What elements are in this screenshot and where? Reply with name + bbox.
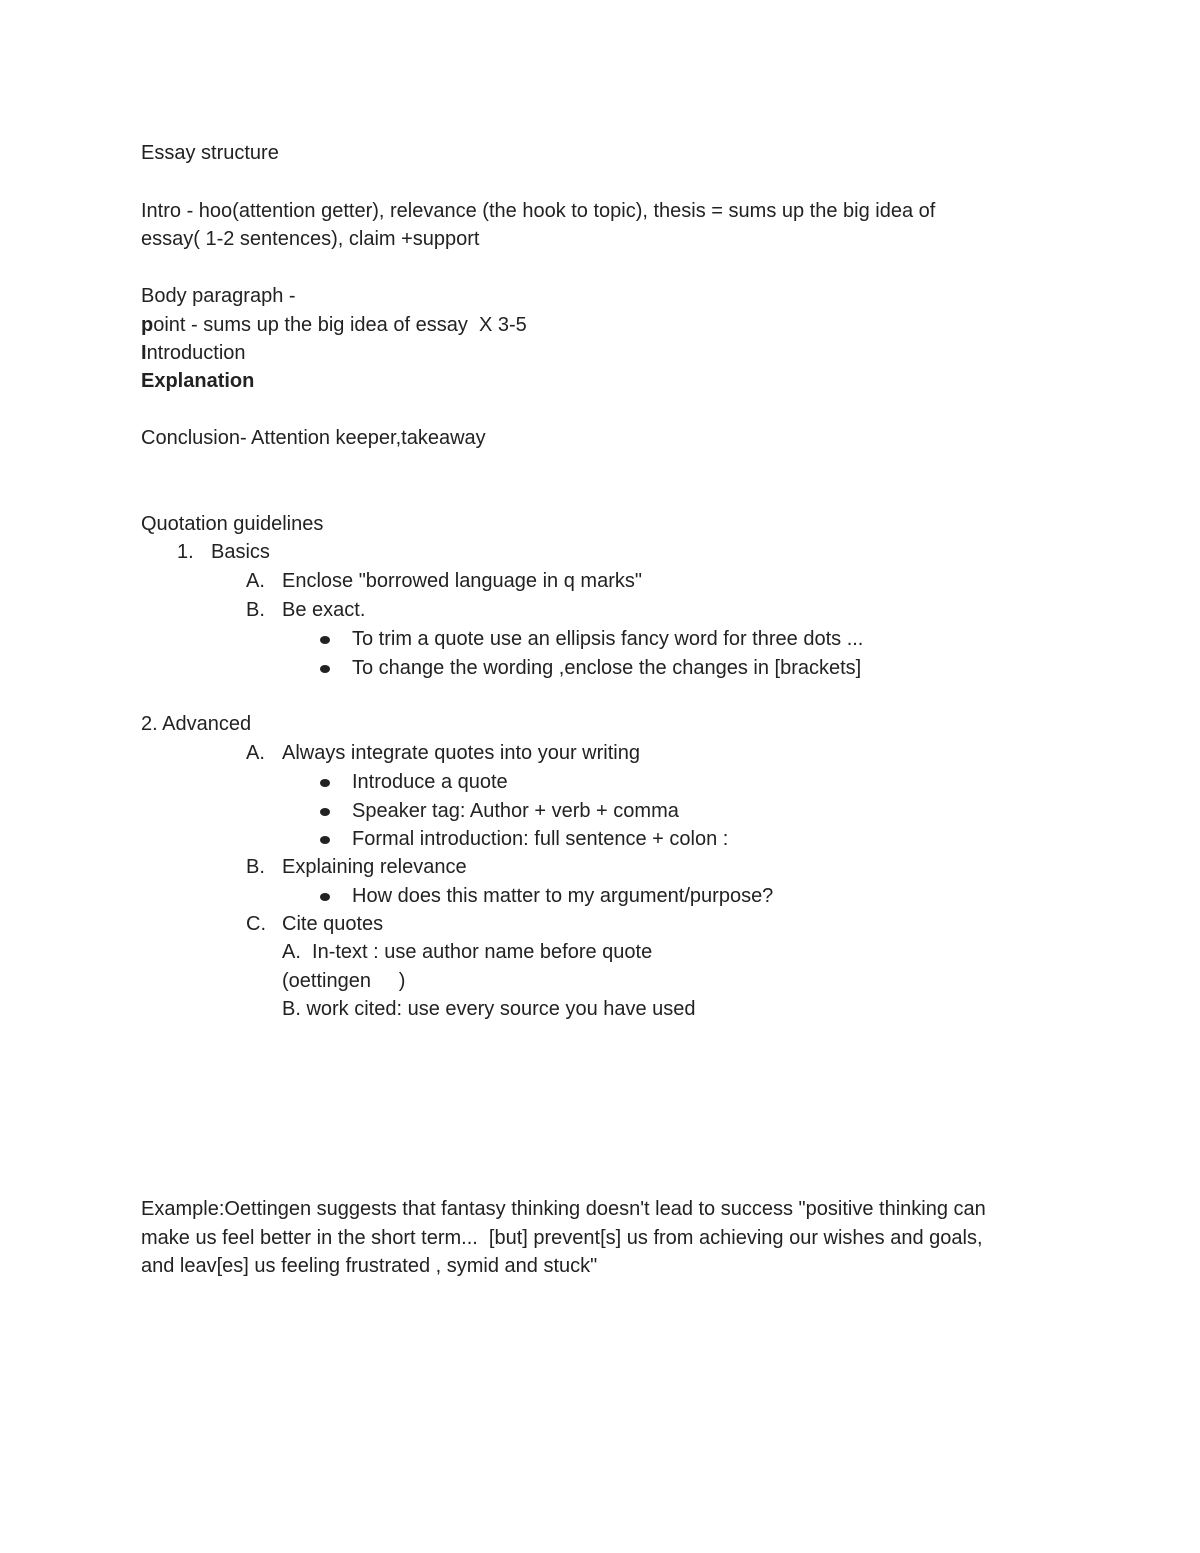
basics-b-bullet-1: To trim a quote use an ellipsis fancy word for three dots ... [352, 628, 864, 650]
point-initial: p [141, 314, 154, 336]
advanced-c-text: Cite quotes [282, 913, 384, 935]
cite-in-text: A. In-text : use author name before quote [282, 941, 653, 963]
quotation-heading: Quotation guidelines [141, 513, 324, 535]
bullet-icon [320, 808, 330, 816]
basics-a-text: Enclose "borrowed language in q marks" [282, 570, 642, 592]
basics-b-label: B. [246, 599, 265, 621]
intro-line-1: Intro - hoo(attention getter), relevance (the hook to topic), thesis = sums up the big idea of [141, 200, 936, 222]
explanation-line: Explanation [141, 370, 255, 392]
point-line [141, 311, 527, 339]
basics-number: 1. [177, 541, 194, 563]
basics-a-label: A. [246, 570, 265, 592]
advanced-a-bullet-2: Speaker tag: Author + verb + comma [352, 800, 679, 822]
body-paragraph-heading: Body paragraph - [141, 285, 296, 307]
advanced-a-label: A. [246, 742, 265, 764]
intro-line-2: essay( 1-2 sentences), claim +support [141, 228, 480, 250]
document-title: Essay structure [141, 142, 279, 164]
introduction-rest: ntroduction [146, 342, 246, 364]
cite-work-cited: B. work cited: use every source you have used [282, 998, 696, 1020]
basics-text: Basics [211, 541, 270, 563]
advanced-a-bullet-1: Introduce a quote [352, 771, 508, 793]
bullet-icon [320, 636, 330, 644]
advanced-a-text: Always integrate quotes into your writing [282, 742, 640, 764]
bullet-icon [320, 893, 330, 901]
advanced-b-label: B. [246, 856, 265, 878]
example-line-1: Example:Oettingen suggests that fantasy thinking doesn't lead to success "positive thinking can [141, 1198, 986, 1220]
advanced-b-bullet-1: How does this matter to my argument/purpose? [352, 885, 774, 907]
conclusion-line: Conclusion- Attention keeper,takeaway [141, 427, 486, 449]
advanced-c-label: C. [246, 913, 266, 935]
advanced-a-bullet-3: Formal introduction: full sentence + colon : [352, 828, 729, 850]
cite-oettingen: (oettingen ) [282, 970, 406, 992]
example-line-3: and leav[es] us feeling frustrated , symid and stuck" [141, 1255, 598, 1277]
bullet-icon [320, 779, 330, 787]
bullet-icon [320, 665, 330, 673]
example-line-2: make us feel better in the short term... [but] prevent[s] us from achieving our wishes and goals, [141, 1227, 983, 1249]
point-rest: oint - sums up the big idea of essay X 3-5 [153, 314, 527, 336]
basics-b-bullet-2: To change the wording ,enclose the changes in [brackets] [352, 657, 862, 679]
bullet-icon [320, 836, 330, 844]
introduction-initial: I [141, 342, 147, 364]
introduction-line [141, 339, 246, 367]
advanced-heading: 2. Advanced [141, 713, 252, 735]
basics-b-text: Be exact. [282, 599, 366, 621]
advanced-b-text: Explaining relevance [282, 856, 467, 878]
